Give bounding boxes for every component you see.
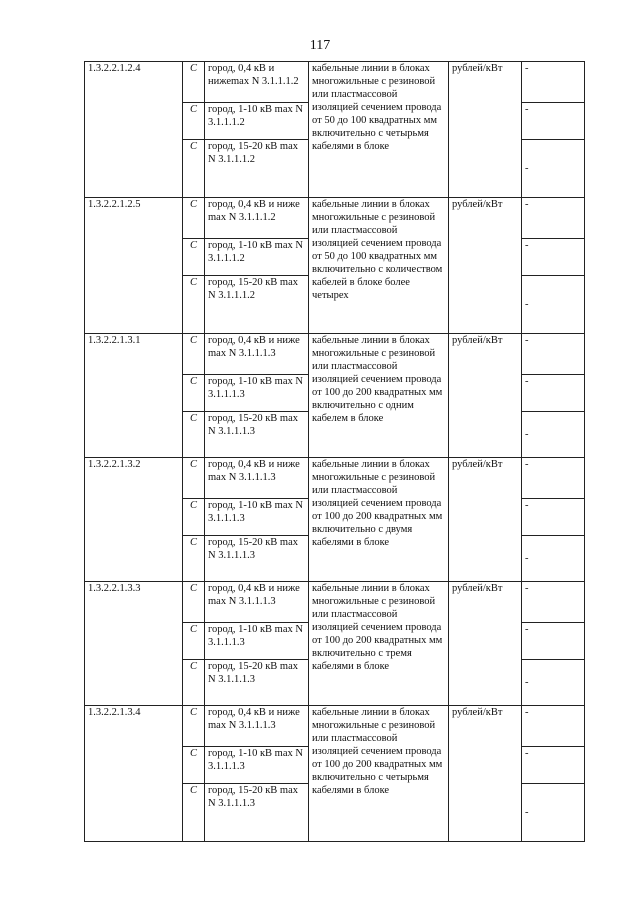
item-code: 1.3.2.2.1.2.4	[85, 62, 183, 198]
item-code: 1.3.2.2.1.3.4	[85, 706, 183, 842]
condition-cell: город, 15-20 кВ max N 3.1.1.1.3	[205, 412, 309, 458]
category-cell: С	[183, 62, 205, 103]
value-cell: -	[522, 334, 585, 375]
category-cell: С	[183, 412, 205, 458]
category-cell: С	[183, 747, 205, 784]
description-cell: кабельные линии в блоках многожильные с резиновой или пластмассовой изоляцией сечением провода от 50 до 100 квадратных мм включительно с четырьмя кабелями в блоке	[309, 62, 449, 198]
category-cell: С	[183, 334, 205, 375]
category-cell: С	[183, 623, 205, 660]
tariff-table-body	[85, 62, 585, 842]
tariff-table	[84, 61, 585, 842]
condition-cell: город, 1-10 кВ max N 3.1.1.1.2	[205, 239, 309, 276]
description-cell: кабельные линии в блоках многожильные с резиновой или пластмассовой изоляцией сечением провода от 100 до 200 квадратных мм включительно с одним кабелем в блоке	[309, 334, 449, 458]
category-cell: С	[183, 140, 205, 198]
condition-cell: город, 1-10 кВ max N 3.1.1.1.3	[205, 499, 309, 536]
value-cell: -	[522, 747, 585, 784]
value-cell: -	[522, 784, 585, 842]
description-cell: кабельные линии в блоках многожильные с резиновой или пластмассовой изоляцией сечением провода от 50 до 100 квадратных мм включительно с количеством кабелей в блоке более четырех	[309, 198, 449, 334]
description-cell: кабельные линии в блоках многожильные с резиновой или пластмассовой изоляцией сечением провода от 100 до 200 квадратных мм включительно с тремя кабелями в блоке	[309, 582, 449, 706]
item-code: 1.3.2.2.1.3.1	[85, 334, 183, 458]
condition-cell: город, 0,4 кВ и нижеmax N 3.1.1.1.2	[205, 62, 309, 103]
category-cell: С	[183, 499, 205, 536]
category-cell: С	[183, 103, 205, 140]
category-cell: С	[183, 706, 205, 747]
category-cell: С	[183, 198, 205, 239]
unit-cell: рублей/кВт	[449, 458, 522, 582]
value-cell: -	[522, 375, 585, 412]
value-cell: -	[522, 140, 585, 198]
category-cell: С	[183, 458, 205, 499]
condition-cell: город, 1-10 кВ max N 3.1.1.1.2	[205, 103, 309, 140]
category-cell: С	[183, 239, 205, 276]
item-code: 1.3.2.2.1.2.5	[85, 198, 183, 334]
description-cell: кабельные линии в блоках многожильные с резиновой или пластмассовой изоляцией сечением провода от 100 до 200 квадратных мм включительно с четырьмя кабелями в блоке	[309, 706, 449, 842]
value-cell: -	[522, 536, 585, 582]
value-cell: -	[522, 62, 585, 103]
unit-cell: рублей/кВт	[449, 582, 522, 706]
condition-cell: город, 0,4 кВ и ниже max N 3.1.1.1.3	[205, 706, 309, 747]
table-row	[85, 334, 585, 375]
condition-cell: город, 15-20 кВ max N 3.1.1.1.2	[205, 140, 309, 198]
value-cell: -	[522, 582, 585, 623]
condition-cell: город, 0,4 кВ и ниже max N 3.1.1.1.3	[205, 458, 309, 499]
condition-cell: город, 1-10 кВ max N 3.1.1.1.3	[205, 375, 309, 412]
value-cell: -	[522, 458, 585, 499]
table-row	[85, 62, 585, 103]
category-cell: С	[183, 276, 205, 334]
unit-cell: рублей/кВт	[449, 706, 522, 842]
condition-cell: город, 15-20 кВ max N 3.1.1.1.3	[205, 660, 309, 706]
table-row	[85, 198, 585, 239]
category-cell: С	[183, 784, 205, 842]
condition-cell: город, 15-20 кВ max N 3.1.1.1.3	[205, 784, 309, 842]
condition-cell: город, 0,4 кВ и ниже max N 3.1.1.1.2	[205, 198, 309, 239]
value-cell: -	[522, 198, 585, 239]
value-cell: -	[522, 239, 585, 276]
category-cell: С	[183, 536, 205, 582]
table-row	[85, 458, 585, 499]
condition-cell: город, 15-20 кВ max N 3.1.1.1.3	[205, 536, 309, 582]
description-cell: кабельные линии в блоках многожильные с резиновой или пластмассовой изоляцией сечением провода от 100 до 200 квадратных мм включительно с двумя кабелями в блоке	[309, 458, 449, 582]
condition-cell: город, 1-10 кВ max N 3.1.1.1.3	[205, 747, 309, 784]
condition-cell: город, 0,4 кВ и ниже max N 3.1.1.1.3	[205, 334, 309, 375]
value-cell: -	[522, 660, 585, 706]
value-cell: -	[522, 412, 585, 458]
category-cell: С	[183, 660, 205, 706]
value-cell: -	[522, 706, 585, 747]
unit-cell: рублей/кВт	[449, 62, 522, 198]
category-cell: С	[183, 582, 205, 623]
condition-cell: город, 0,4 кВ и ниже max N 3.1.1.1.3	[205, 582, 309, 623]
table-row	[85, 582, 585, 623]
item-code: 1.3.2.2.1.3.2	[85, 458, 183, 582]
page-number: 117	[309, 38, 331, 53]
value-cell: -	[522, 499, 585, 536]
unit-cell: рублей/кВт	[449, 334, 522, 458]
category-cell: С	[183, 375, 205, 412]
item-code: 1.3.2.2.1.3.3	[85, 582, 183, 706]
table-row	[85, 706, 585, 747]
condition-cell: город, 15-20 кВ max N 3.1.1.1.2	[205, 276, 309, 334]
condition-cell: город, 1-10 кВ max N 3.1.1.1.3	[205, 623, 309, 660]
value-cell: -	[522, 276, 585, 334]
value-cell: -	[522, 623, 585, 660]
unit-cell: рублей/кВт	[449, 198, 522, 334]
value-cell: -	[522, 103, 585, 140]
